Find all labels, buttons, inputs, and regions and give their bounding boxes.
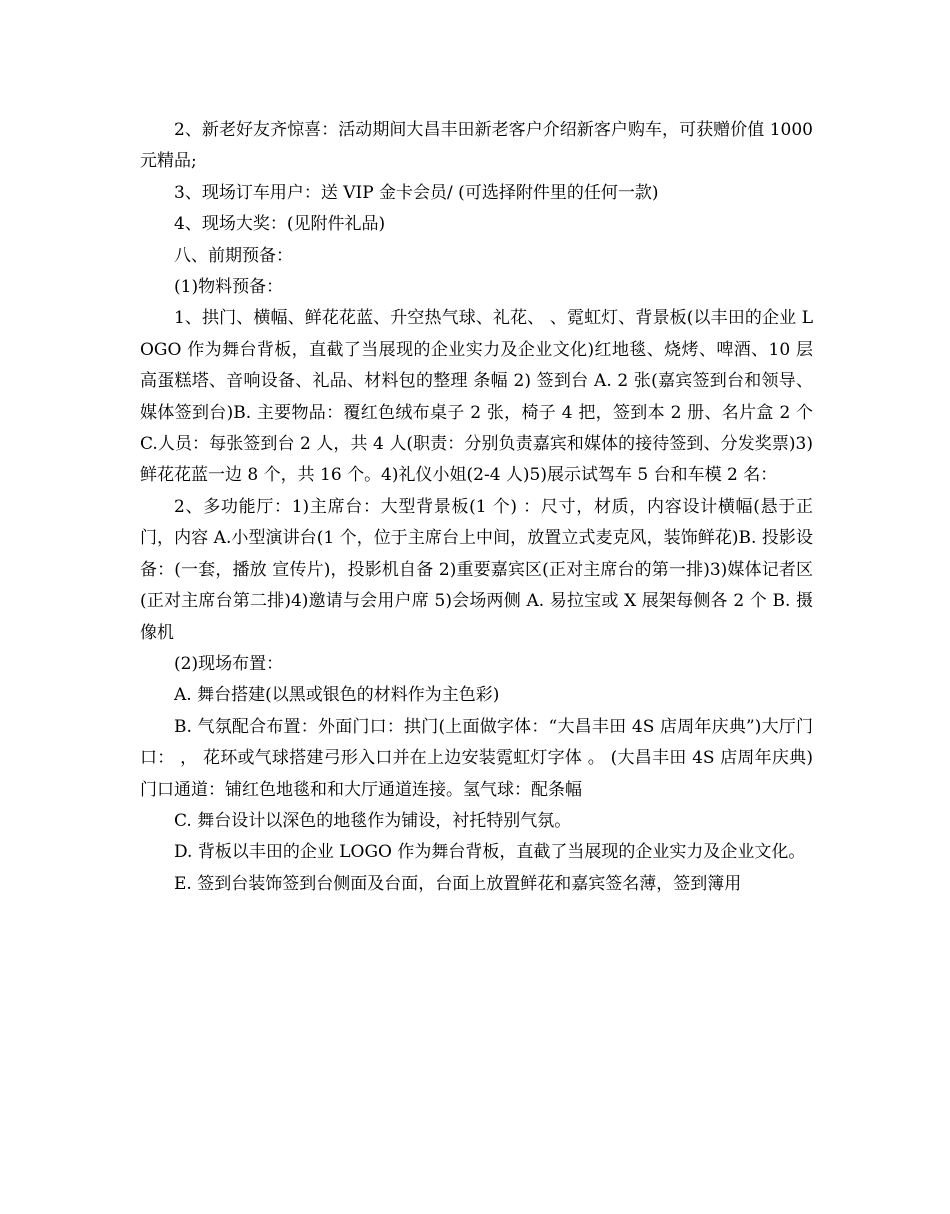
paragraph-stage-design: C. 舞台设计以深色的地毯作为铺设，衬托特别气氛。 (174, 810, 572, 831)
paragraph-atmosphere-layout: B. 气氛配合布置：外面门口：拱门(上面做字体：“大昌丰田 4S 店周年庆典”)大厅门口： ， 花环或气球搭建弓形入口并在上边安装霓虹灯字体 。 (大昌丰田 4S 店周年庆典)门口通道：铺红色地毯和和大厅通道连接。氢气球：配条幅 (140, 716, 813, 800)
paragraph-materials-list: 1、拱门、横幅、鲜花花蓝、升空热气球、礼花、 、霓虹灯、背景板(以丰田的企业 LOGO 作为舞台背板，直截了当展现的企业实力及企业文化)红地毯、烧烤、啤酒、10 层高蛋糕塔、音响设备、礼品、材料包的整理 条幅 2) 签到台 A. 2 张(嘉宾签到台和领导、媒体签到台)B. 主要物品：覆红色绒布桌子 2 张，椅子 4 把，签到本 2 册、名片盒 2 个 C.人员：每张签到台 2 人，共 4 人(职责：分别负责嘉宾和媒体的接待签到、分发奖票)3)鲜花花蓝一边 8 个，共 16 个。4)礼仪小姐(2-4 人)5)展示试驾车 5 台和车模 2 名： (140, 308, 819, 486)
paragraph-signin-desk: E. 签到台装饰签到台侧面及台面，台面上放置鲜花和嘉宾签名薄，签到簿用 (174, 873, 742, 894)
paragraph-backdrop: D. 背板以丰田的企业 LOGO 作为舞台背板，直截了当展现的企业实力及企业文化。 (174, 842, 806, 863)
paragraph-gift-referral: 2、新老好友齐惊喜：活动期间大昌丰田新老客户介绍新客户购车，可获赠价值 1000 元精品; (140, 120, 819, 172)
paragraph-vip-card: 3、现场订车用户：送 VIP 金卡会员/ (可选择附件里的任何一款) (174, 182, 659, 203)
subsection-heading-materials: (1)物料预备： (174, 277, 284, 298)
paragraph-grand-prize: 4、现场大奖：(见附件礼品) (174, 214, 386, 235)
paragraph-multifunction-hall: 2、多功能厅：1)主席台：大型背景板(1 个) ：尺寸，材质，内容设计横幅(悬于正门，内容 A.小型演讲台(1 个，位于主席台上中间，放置立式麦克风，装饰鲜花)B. 投影设备：(一套，播放 宣传片)，投影机自备 2)重要嘉宾区(正对主席台的第一排)3)媒体记者区(正对主席台第二排)4)邀请与会用户席 5)会场两侧 A. 易拉宝或 X 展架每侧各 2 个 B. 摄像机 (140, 496, 813, 643)
document-page (140, 115, 819, 900)
paragraph-stage-build: A. 舞台搭建(以黑或银色的材料作为主色彩) (174, 685, 500, 706)
subsection-heading-site-layout: (2)现场布置： (174, 653, 284, 674)
section-heading-preparation: 八、前期预备： (174, 245, 293, 266)
